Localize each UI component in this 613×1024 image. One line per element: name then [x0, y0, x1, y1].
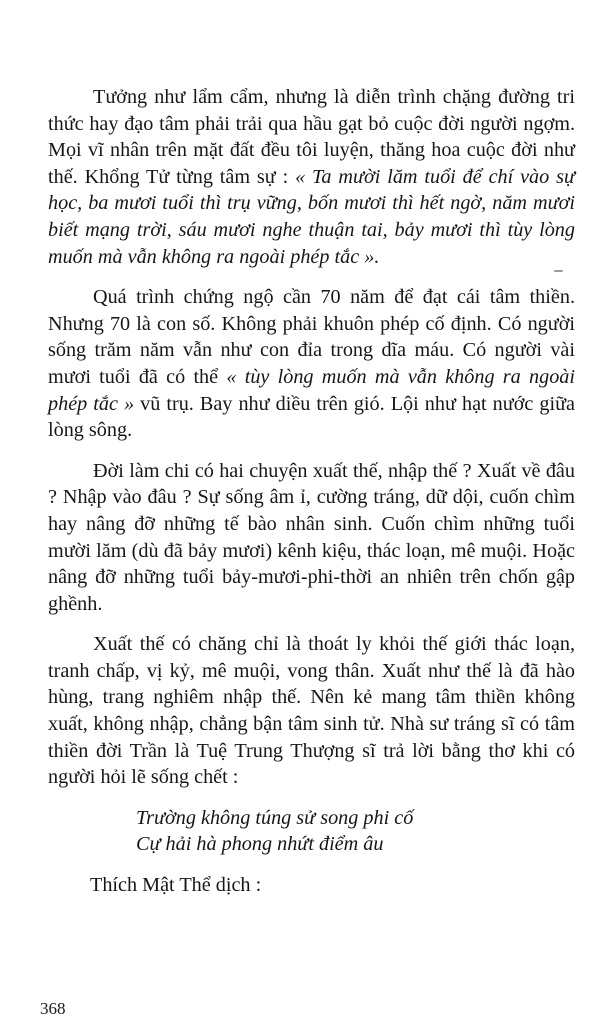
paragraph-4-text: Xuất thế có chăng chỉ là thoát ly khỏi thế giới thác loạn, tranh chấp, vị kỷ, mê muội, vong thân. Xuất như thế là đã hào hùng, trang nghiêm nhập thế. Nên kẻ mang tâm thiền không xuất, không nhập, chẳng bận tâm sinh tử. Nhà sư tráng sĩ có tâm thiền đời Trần là Tuệ Trung Thượng sĩ trả lời bằng thơ khi có người hỏi lẽ sống chết :: [48, 633, 575, 789]
confucius-quote: « Ta mười lăm tuổi để chí vào sự học, ba mươi tuổi thì trụ vững, bốn mươi thì hết ngờ, năm mươi biết mạng trời, sáu mươi nghe thuận tai, bảy mươi thì tùy lòng muốn mà vẫn không ra ngoài phép tắc ».: [48, 165, 575, 268]
paragraph-2: [48, 284, 575, 444]
paragraph-2-text-end: vũ trụ. Bay như diều trên gió. Lội như hạt nước giữa lòng sông.: [48, 392, 575, 442]
paragraph-4: [48, 631, 575, 791]
book-page-body: [48, 84, 575, 899]
paragraph-1-text: Tưởng như lẩm cẩm, nhưng là diễn trình chặng đường tri thức hay đạo tâm phải trải qua hầu gạt bỏ cuộc đời người ngợm. Mọi vĩ nhân trên mặt đất đều tôi luyện, thăng hoa cuộc đời như thế. Khổng Tử từng tâm sự :: [48, 86, 575, 188]
poem-block: [136, 805, 575, 858]
paragraph-3-text: Đời làm chi có hai chuyện xuất thế, nhập thế ? Xuất về đâu ? Nhập vào đâu ? Sự sống âm ỉ, cường tráng, dữ dội, cuốn chìm hay nâng đỡ những tế bào nhân sinh. Cuốn chìm những tuổi mười lăm (dù đã bảy mươi) kênh kiệu, thác loạn, mê muội. Hoặc nâng đỡ những tuổi bảy-mươi-phi-thời an nhiên trên chốn gập ghềnh.: [48, 459, 575, 615]
paragraph-1: [48, 84, 575, 270]
paragraph-2-quote: « tùy lòng muốn mà vẫn không ra ngoài phép tắc »: [48, 365, 575, 415]
poem-line-2: Cự hải hà phong nhứt điểm âu: [136, 833, 384, 856]
paragraph-3: [48, 458, 575, 618]
paragraph-2-text-start: Quá trình chứng ngộ cần 70 năm để đạt cái tâm thiền. Nhưng 70 là con số. Không phải khuôn phép cố định. Có người sống trăm năm vẫn như con đỉa trong dĩa máu. Có người vài mươi tuổi đã có thể: [48, 286, 575, 388]
scan-speck: [554, 270, 563, 272]
page-number: 368: [40, 999, 66, 1018]
poem-line-1: Trường không túng sử song phi cố: [136, 806, 414, 829]
translator-line: Thích Mật Thể dịch :: [90, 874, 262, 897]
